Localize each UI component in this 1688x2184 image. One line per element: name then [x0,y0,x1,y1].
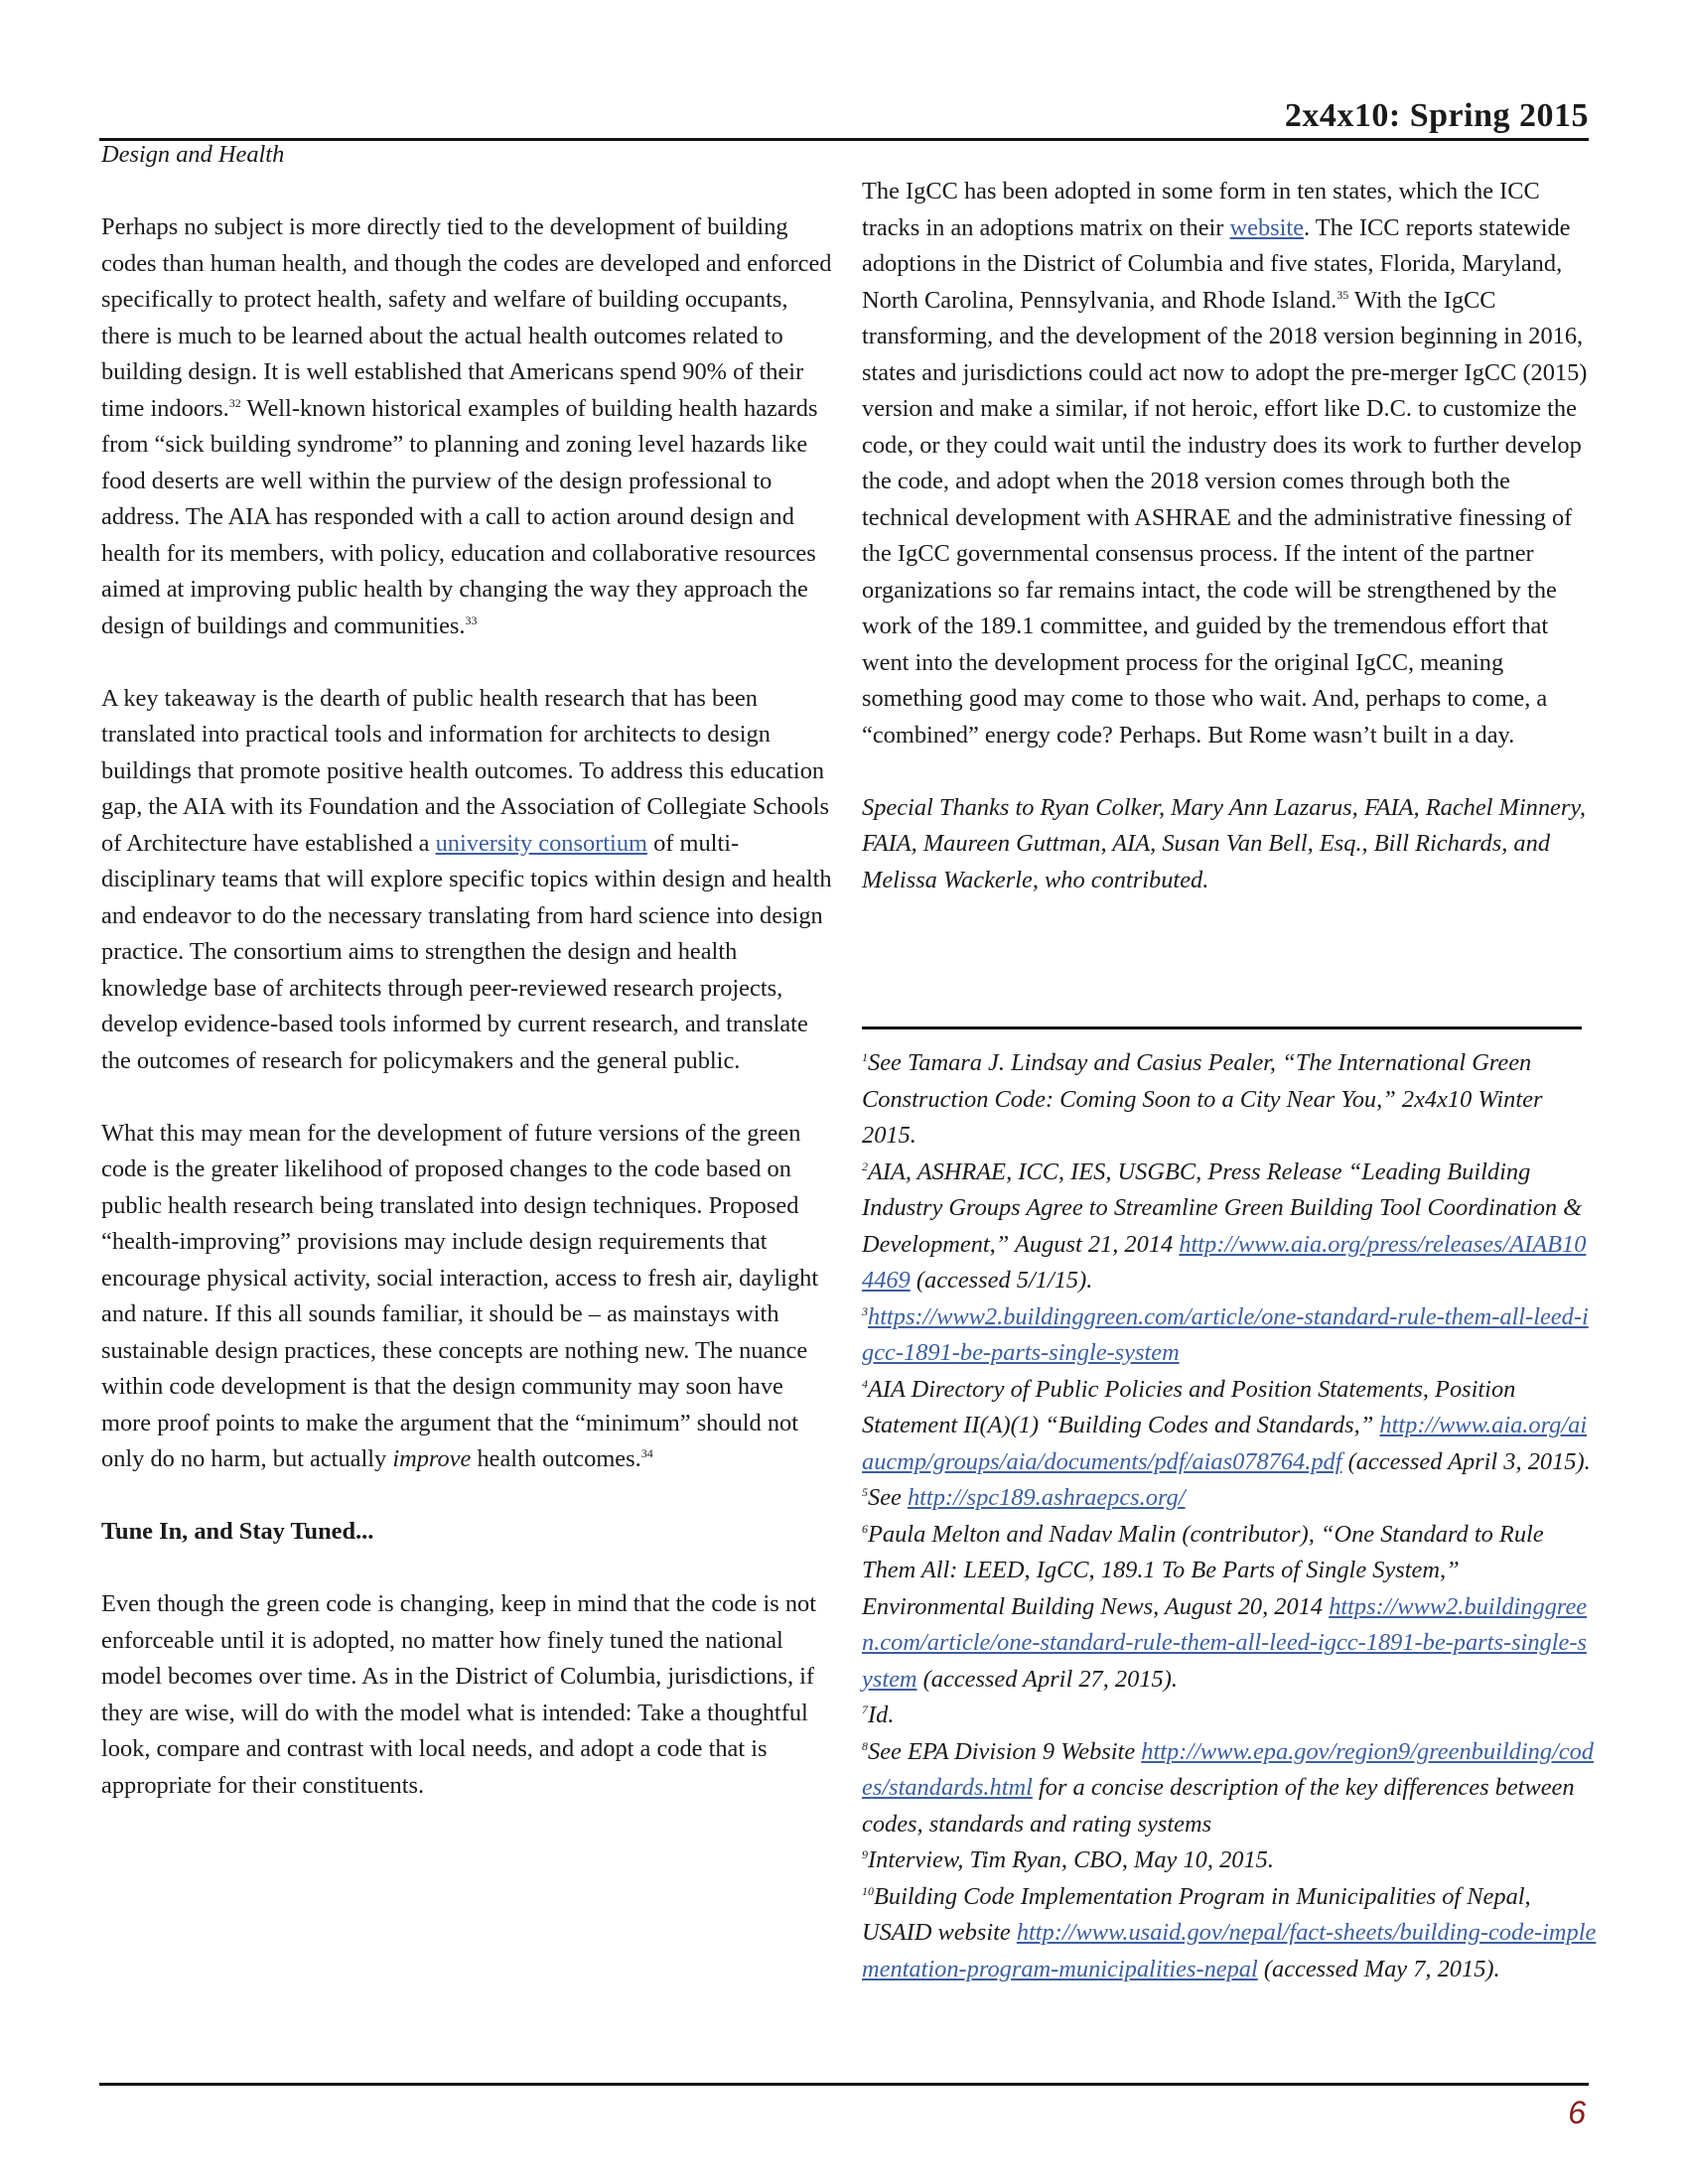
section-heading-design-health: Design and Health [101,141,285,168]
footnote-number: 6 [862,1521,868,1536]
footnote-5-link[interactable]: http://spc189.ashraepcs.org/ [907,1484,1186,1511]
footnote-number: 9 [862,1846,868,1861]
paragraph-text: of multi-disciplinary teams that will explore specific topics within design and health and endeavor to do the necessary translating from hard science into design practice. The consortium aims to strengthen the design and health knowledge base of architects through peer-reviewed research projects, develop evidence-based tools informed by current research, and translate the outcomes of research for policymakers and the general public. [101,829,832,1074]
footnote-1 [862,1045,1597,1155]
footnotes-list [862,1045,1597,1987]
paragraph-text: . The ICC reports statewide adoptions in the District of Columbia and five states, Florida, Maryland, North Carolina, Pennsylvania, and Rhode Island. [862,213,1571,314]
footnote-3-link[interactable]: https://www2.buildinggreen.com/article/one-standard-rule-them-all-leed-igcc-1891-be-parts-single-system [862,1302,1589,1366]
footnote-6 [862,1517,1597,1699]
footnote-text: (accessed 5/1/15). [910,1267,1093,1294]
footnote-8-link[interactable]: http://www.epa.gov/region9/greenbuilding/codes/standards.html [862,1737,1594,1801]
paragraph-text: health outcomes. [471,1445,641,1472]
footnote-text: (accessed April 3, 2015). [1341,1447,1591,1475]
footnote-10-link[interactable]: http://www.usaid.gov/nepal/fact-sheets/building-code-implementation-program-municipalities-nepal [862,1919,1597,1982]
footnote-number: 5 [862,1484,868,1499]
paragraph-text: The IgCC has been adopted in some form in ten states, which the ICC tracks in an adoptions matrix on their [862,178,1540,241]
footnote-9 [862,1843,1597,1879]
footnote-number: 8 [862,1738,868,1753]
footnote-text: AIA Directory of Public Policies and Position Statements, Position Statement II(A)(1) “Building Codes and Standards,” [862,1375,1516,1438]
footnote-5 [862,1480,1597,1517]
paragraph-text: A key takeaway is the dearth of public health research that has been translated into practical tools and information for architects to design buildings that promote positive health outcomes. To address this education gap, the AIA with its Foundation and the Association of Collegiate Schools of Architecture have established a [101,684,830,857]
paragraph-research-gap [101,681,836,1080]
paragraph-health-intro [101,209,836,644]
footnote-text: (accessed April 27, 2015). [916,1665,1178,1693]
footnote-text: See EPA Division 9 Website [868,1737,1142,1765]
footnote-7 [862,1698,1597,1734]
footnote-4 [862,1372,1597,1481]
footnote-10 [862,1879,1597,1988]
icc-website-link[interactable]: website [1229,213,1305,241]
footnote-number: 3 [862,1303,868,1318]
paragraph-adoption: Even though the green code is changing, keep in mind that the code is not enforceable until it is adopted, no matter how finely tuned the national model becomes over time. As in the District of Columbia, jurisdictions, if they are wise, will do with the model what is intended: Take a thoughtful look, compare and contrast with local needs, and adopt a code that is appropriate for their constituents. [101,1590,817,1799]
footnote-text: See Tamara J. Lindsay and Casius Pealer, “The International Green Construction Code: Coming Soon to a City Near You,” 2x4x10 Winter 2015. [862,1049,1543,1149]
footnote-text: (accessed May 7, 2015). [1257,1955,1500,1982]
footnote-4-link[interactable]: http://www.aia.org/aiaucmp/groups/aia/documents/pdf/aias078764.pdf [862,1412,1588,1475]
footnote-number: 7 [862,1702,868,1716]
footnote-text: See [868,1484,908,1511]
footnote-ref-34[interactable]: 34 [640,1445,653,1460]
footnote-ref-33[interactable]: 33 [465,613,478,627]
footnote-text: Building Code Implementation Program in Municipalities of Nepal, USAID website [862,1882,1531,1946]
newsletter-title: 2x4x10: Spring 2015 [1284,97,1589,134]
footnote-number: 1 [862,1049,868,1064]
paragraph-text: Well-known historical examples of building health hazards from “sick building syndrome” to planning and zoning level hazards like food deserts are well within the purview of the design professional to address. The AIA has responded with a call to action around design and health for its members, with policy, education and collaborative resources aimed at improving public health by changing the way they approach the design of buildings and communities. [101,394,818,639]
page-number: 6 [1568,2095,1586,2130]
footnote-8 [862,1734,1597,1843]
footnote-text: Id. [868,1702,895,1728]
footnote-2 [862,1155,1597,1299]
footnote-text: Paula Melton and Nadav Malin (contributor), “One Standard to Rule Them All: LEED, IgCC, 189.1 To Be Parts of Single System,” Environmental Building News, August 20, 2014 [862,1520,1544,1620]
footnote-3 [862,1299,1597,1372]
paragraph-igcc-adoption [862,174,1597,753]
footnote-text: for a concise description of the key differences between codes, standards and rating systems [862,1774,1575,1838]
footnotes-rule [862,1026,1582,1029]
footnote-6-link[interactable]: https://www2.buildinggreen.com/article/one-standard-rule-them-all-leed-igcc-1891-be-parts-single-system [862,1592,1588,1693]
footnote-text: AIA, ASHRAE, ICC, IES, USGBC, Press Release “Leading Building Industry Groups Agree to Streamline Green Building Tool Coordination & Development,” August 21, 2014 [862,1158,1583,1258]
paragraph-text: What this may mean for the development of future versions of the green code is the greater likelihood of proposed changes to the code based on public health research being translated into design techniques. Proposed “health-improving” provisions may include design requirements that encourage physical activity, social interaction, access to fresh air, daylight and nature. If this all sounds familiar, it should be – as mainstays with sustainable design practices, these concepts are nothing new. The nuance within code development is that the design community may soon have more proof points to make the argument that the “minimum” should not only do no harm, but actually [101,1119,819,1472]
subheading-tune-in: Tune In, and Stay Tuned... [101,1518,374,1545]
emphasis-improve: improve [392,1445,472,1472]
footnote-number: 10 [862,1883,874,1898]
footnote-2-link[interactable]: http://www.aia.org/press/releases/AIAB104469 [862,1230,1587,1294]
paragraph-future-versions [101,1116,836,1478]
special-thanks: Special Thanks to Ryan Colker, Mary Ann Lazarus, FAIA, Rachel Minnery, FAIA, Maureen Guttman, AIA, Susan Van Bell, Esq., Bill Richards, and Melissa Wackerle, who contributed. [862,793,1586,893]
footnote-number: 2 [862,1159,868,1173]
footnote-text: Interview, Tim Ryan, CBO, May 10, 2015. [868,1846,1274,1873]
paragraph-text: Perhaps no subject is more directly tied to the development of building codes than human health, and though the codes are developed and enforced specifically to protect health, safety and welfare of building occupants, there is much to be learned about the actual health outcomes related to building design. It is well established that Americans spend 90% of their time indoors. [101,213,832,422]
footnote-number: 4 [862,1376,868,1391]
footnote-ref-32[interactable]: 32 [228,395,241,410]
footer-rule [99,2083,1589,2086]
paragraph-text: With the IgCC transforming, and the development of the 2018 version beginning in 2016, states and jurisdictions could act now to adopt the pre-merger IgCC (2015) version and make a similar, if not heroic, effort like D.C. to customize the code, or they could wait until the industry does its work to further develop the code, and adopt when the 2018 version comes through both the technical development with ASHRAE and the administrative finessing of the IgCC governmental consensus process. If the intent of the partner organizations so far remains intact, the code will be strengthened by the work of the 189.1 committee, and guided by the tremendous effort that went into the development process for the original IgCC, meaning something good may come to those who wait. And, perhaps to come, a “combined” energy code? Perhaps. But Rome wasn’t built in a day. [862,286,1588,749]
footnote-ref-35[interactable]: 35 [1336,287,1349,302]
right-column [862,174,1597,898]
university-consortium-link[interactable]: university consortium [435,829,647,857]
left-column [101,137,836,1804]
